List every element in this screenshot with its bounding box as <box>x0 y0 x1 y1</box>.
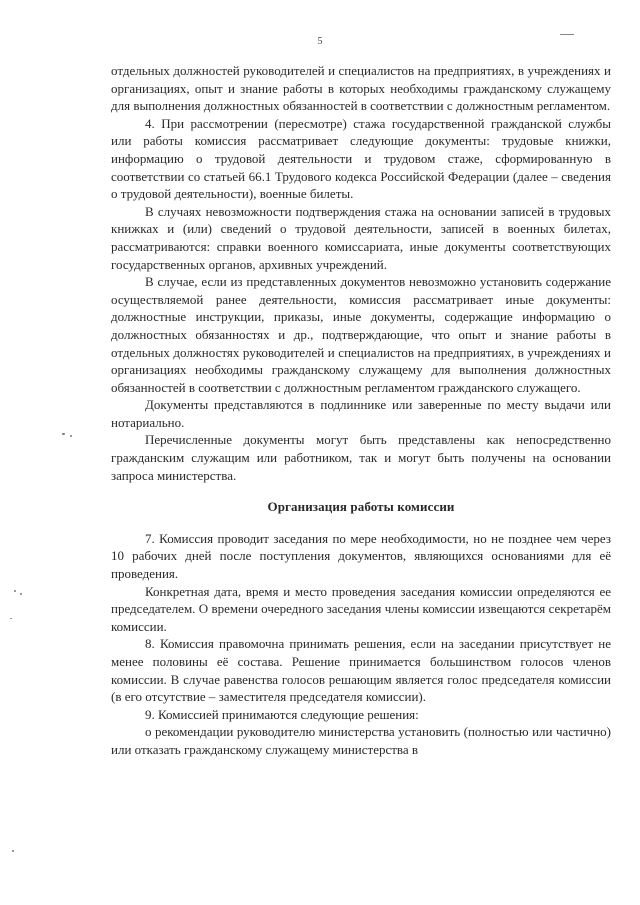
paragraph-4: 4. При рассмотрении (пересмотре) стажа государственной гражданской службы или работы комиссия рассматривает следующие документы: трудовые книжки, информацию о трудовой деятельности и трудовом стаже, сформированную в соответствии со статьей 66.1 Трудового кодекса Российской Федерации (далее – сведения о трудовой деятельности), военные билеты. <box>111 115 611 202</box>
scan-speck-4 <box>20 593 22 595</box>
document-body <box>111 62 611 759</box>
scan-speck-5 <box>10 618 12 619</box>
paragraph-continuation: отдельных должностей руководителей и специалистов на предприятиях, в учреждениях и организациях, опыт и знание работы в которых необходимы гражданскому служащему для выполнения должностных обязанностей в соответствии с должностным регламентом. <box>111 63 611 114</box>
corner-scan-mark <box>560 34 574 35</box>
paragraph-7-date: Конкретная дата, время и место проведения заседания комиссии определяются ее председателем. О времени очередного заседания члены комиссии извещаются секретарём комиссии. <box>111 583 611 634</box>
scan-speck-6 <box>12 850 14 852</box>
paragraph-4-listed: Перечисленные документы могут быть представлены как непосредственно гражданским служащим или работником, так и могут быть получены на основании запроса министерства. <box>111 432 611 483</box>
scan-speck-3 <box>14 590 16 592</box>
paragraph-4-cases: В случаях невозможности подтверждения стажа на основании записей в трудовых книжках и (или) сведений о трудовой деятельности, записей в военных билетах, рассматриваются: справки военного комиссариата, иные документы соответствующих государственных органов, архивных учреждений. <box>111 203 611 272</box>
paragraph-7: 7. Комиссия проводит заседания по мере необходимости, но не позднее чем через 10 рабочих дней после поступления документов, являющихся основаниями для её проведения. <box>111 530 611 582</box>
paragraph-4-other-documents: В случае, если из представленных документов невозможно установить содержание осуществляемой ранее деятельности, комиссия рассматривает иные документы: должностные инструкции, приказы, иные документы, содержащие информацию о должностных обязанностях и др., подтверждающие, что опыт и знание работы в отдельных должностях руководителей и специалистов на предприятиях, в учреждениях и организациях необходимы гражданскому служащему для выполнения должностных обязанностей в соответствии с должностным регламентом гражданского служащего. <box>111 274 611 395</box>
page-number: 5 <box>317 36 323 47</box>
paragraph-4-originals: Документы представляются в подлиннике или заверенные по месту выдачи или нотариально. <box>111 397 611 430</box>
scan-speck-1 <box>62 433 65 435</box>
paragraph-8: 8. Комиссия правомочна принимать решения, если на заседании присутствует не менее половины её состава. Решение принимается большинством голосов членов комиссии. В случае равенства голосов решающим является голос председателя комиссии (в его отсутствие – заместителя председателя комиссии). <box>111 636 611 705</box>
section-heading: Организация работы комиссии <box>267 499 455 515</box>
scan-speck-2 <box>70 435 72 437</box>
paragraph-9-item: о рекомендации руководителю министерства установить (полностью или частично) или отказать гражданскому служащему министерства в <box>111 724 611 757</box>
paragraph-9: 9. Комиссией принимаются следующие решения: <box>145 706 419 722</box>
